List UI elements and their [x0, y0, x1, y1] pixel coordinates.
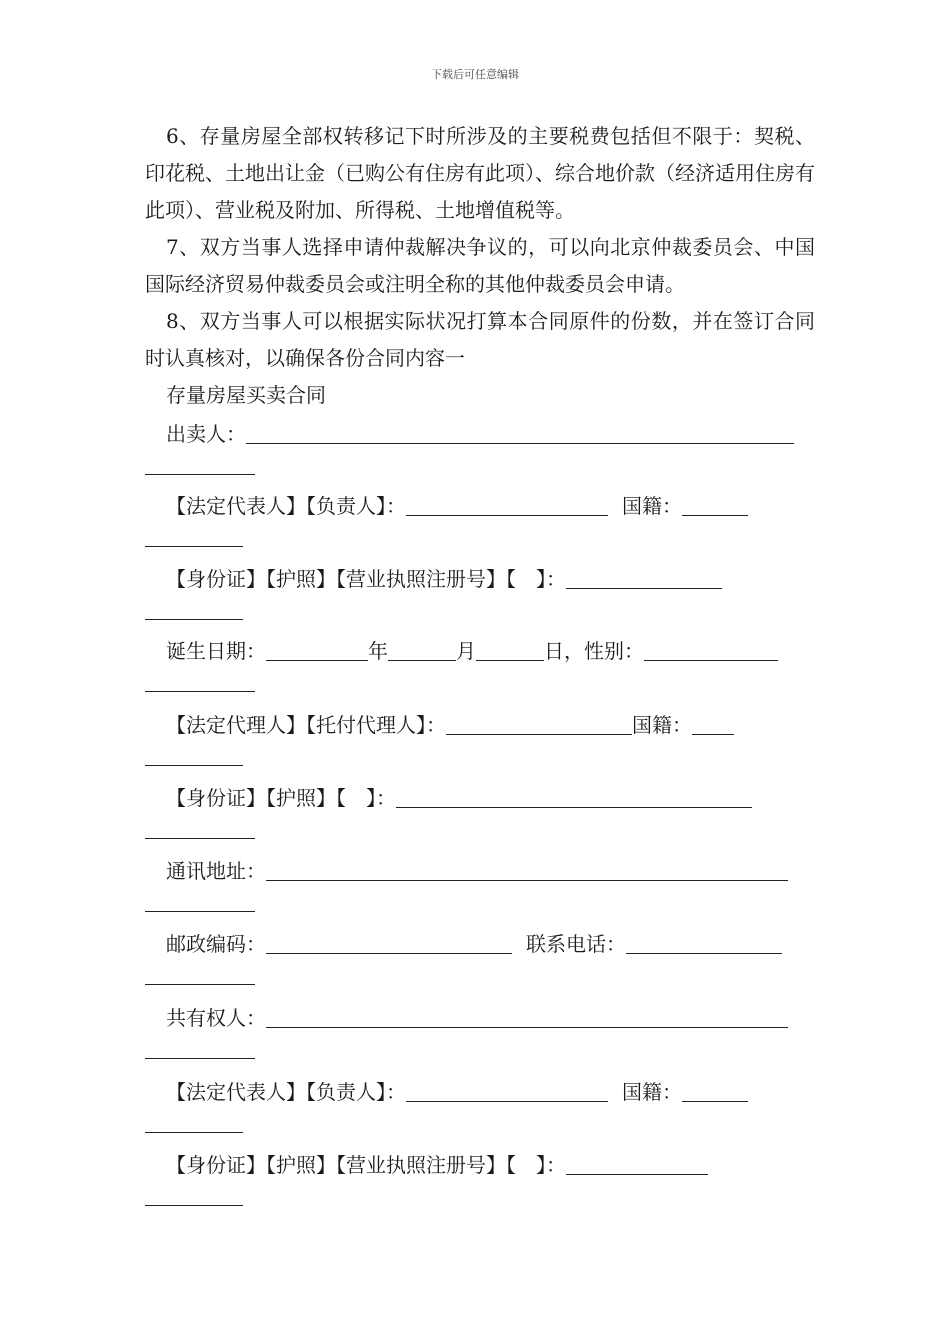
phone-field[interactable]: [626, 933, 782, 954]
agent-nationality-field-continued[interactable]: [145, 745, 243, 766]
nationality-field[interactable]: [682, 495, 748, 516]
nationality-label-2: 国籍：: [622, 1080, 682, 1104]
seller-field-continued[interactable]: [145, 454, 255, 475]
legal-rep-row: [166, 493, 748, 519]
address-field-continued[interactable]: [145, 891, 255, 912]
address-label: 通讯地址：: [166, 859, 266, 883]
id-license-row-2: [166, 1152, 708, 1178]
phone-field-continued[interactable]: [145, 964, 255, 985]
seller-field[interactable]: [246, 423, 794, 444]
day-gender-label: 日，性别：: [544, 639, 644, 663]
agent-label: 【法定代理人】【托付代理人】：: [166, 713, 446, 737]
year-label: 年: [368, 639, 388, 663]
id-license-label-2: 【身份证】【护照】【营业执照注册号】【 】：: [166, 1153, 566, 1177]
postcode-field[interactable]: [266, 933, 512, 954]
id-license-row: [166, 566, 722, 592]
postcode-label: 邮政编码：: [166, 932, 266, 956]
gender-field-continued[interactable]: [145, 671, 255, 692]
birth-row: [166, 638, 778, 664]
agent-field[interactable]: [446, 714, 632, 735]
legal-rep-row-2: [166, 1079, 748, 1105]
birth-day-field[interactable]: [476, 640, 544, 661]
note-8: 8、双方当事人可以根据实际状况打算本合同原件的份数，并在签订合同时认真核对，以确保各份合同内容一: [145, 309, 815, 370]
month-label: 月: [456, 639, 476, 663]
legal-rep-label-2: 【法定代表人】【负责人】：: [166, 1080, 406, 1104]
birth-label: 诞生日期：: [166, 639, 266, 663]
phone-label: 联系电话：: [526, 932, 626, 956]
legal-rep-field[interactable]: [406, 495, 608, 516]
nationality-label: 国籍：: [622, 494, 682, 518]
id-passport-field[interactable]: [396, 787, 752, 808]
id-license-field-continued[interactable]: [145, 599, 243, 620]
agent-row: [166, 712, 734, 738]
id-passport-field-continued[interactable]: [145, 818, 255, 839]
co-owner-field[interactable]: [266, 1007, 788, 1028]
birth-year-field[interactable]: [266, 640, 368, 661]
gender-field[interactable]: [644, 640, 778, 661]
nationality-field-2[interactable]: [682, 1081, 748, 1102]
contract-title: 存量房屋买卖合同: [166, 383, 326, 407]
co-owner-row: [166, 1005, 788, 1031]
legal-rep-label: 【法定代表人】【负责人】：: [166, 494, 406, 518]
seller-row: [166, 421, 794, 447]
id-license-label: 【身份证】【护照】【营业执照注册号】【 】：: [166, 567, 566, 591]
address-field[interactable]: [266, 860, 788, 881]
co-owner-label: 共有权人：: [166, 1006, 266, 1030]
id-license-field[interactable]: [566, 568, 722, 589]
id-passport-row: [166, 785, 752, 811]
id-passport-label: 【身份证】【护照】【 】：: [166, 786, 396, 810]
note-6: 6、存量房屋全部权转移记下时所涉及的主要税费包括但不限于：契税、印花税、土地出让金（已购公有住房有此项）、综合地价款（经济适用住房有此项）、营业税及附加、所得税、土地增值税等。: [145, 124, 815, 222]
co-owner-field-continued[interactable]: [145, 1038, 255, 1059]
nationality-field-continued[interactable]: [145, 526, 243, 547]
postcode-phone-row: [166, 931, 782, 957]
id-license-field-2[interactable]: [566, 1154, 708, 1175]
seller-label: 出卖人：: [166, 422, 246, 446]
address-row: [166, 858, 788, 884]
note-7: 7、双方当事人选择申请仲裁解决争议的，可以向北京仲裁委员会、中国国际经济贸易仲裁委员会或注明全称的其他仲裁委员会申请。: [145, 235, 815, 296]
legal-rep-field-2[interactable]: [406, 1081, 608, 1102]
agent-nationality-label: 国籍：: [632, 713, 692, 737]
page-header-note: 下载后可任意编辑: [431, 68, 519, 81]
nationality-field-2-continued[interactable]: [145, 1112, 243, 1133]
birth-month-field[interactable]: [388, 640, 456, 661]
id-license-field-2-continued[interactable]: [145, 1185, 243, 1206]
agent-nationality-field[interactable]: [692, 714, 734, 735]
